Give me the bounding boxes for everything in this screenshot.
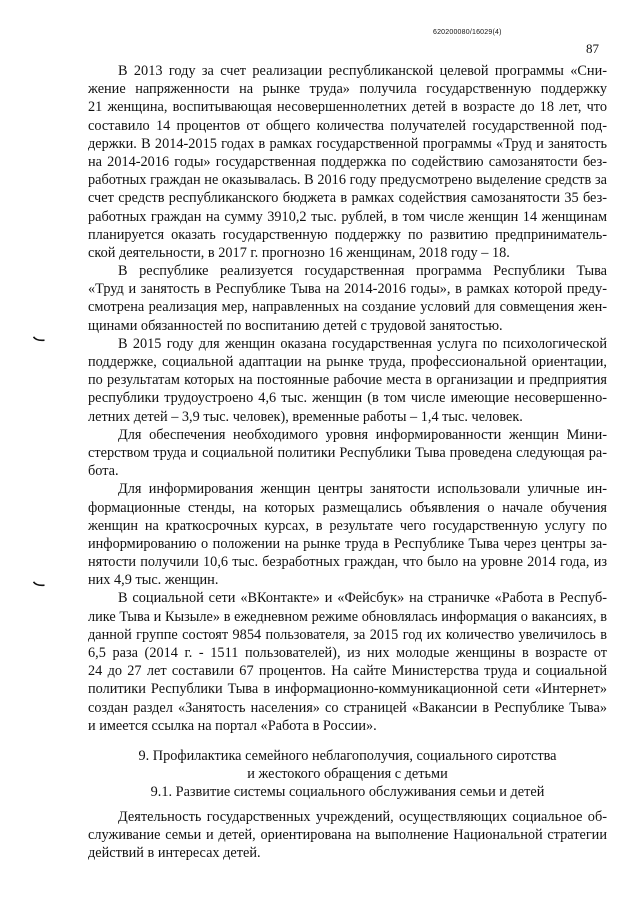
text-line: планируется оказать государственную поддержку по развитию предприниматель- (88, 226, 607, 243)
text-line: данной группе состоят 9854 пользователя, за 2015 год их количество увеличилось в (88, 626, 607, 643)
text-line: 21 женщина, воспитывающая несовершеннолетних детей в возрасте до 18 лет, что (88, 99, 607, 116)
section-heading: и жестокого обращения с детьми (247, 766, 448, 783)
text-line: поддержке, социальной адаптации на рынке труда, профессиональной ориентации, (88, 354, 607, 370)
text-line: действий в интересах детей. (88, 844, 261, 861)
text-line: них 4,9 тыс. женщин. (88, 572, 219, 589)
text-line: бота. (88, 463, 119, 480)
text-line: нятости получили 10,6 тыс. безработных граждан, что было на уровне 2014 года, из (88, 554, 607, 571)
text-line: формационные стенды, на которых размещались объявления о начале обучения (88, 499, 607, 516)
document-id: 620200080/16029(4) (433, 29, 502, 36)
text-line: стерством труда и социальной политики Республики Тыва проведена следующая ра- (88, 444, 607, 461)
margin-check-mark-icon (33, 581, 45, 587)
text-line: лике Тыва и Кызыле» в ежедневном режиме обновлялась информация о вакансиях, в (88, 608, 607, 625)
margin-check-mark-icon (33, 336, 45, 342)
text-line: республики трудоустроено 4,6 тыс. женщин (в том числе имеющие несовершенно- (88, 390, 607, 407)
text-line: щинами обязанностей по воспитанию детей с трудовой занятостью. (88, 317, 503, 334)
text-line: 6,5 раза (2014 г. - 1511 пользователей), из них молодые женщины в возрасте от (88, 645, 607, 661)
text-line: Деятельность государственных учреждений, осуществляющих социальное об- (118, 808, 607, 825)
text-line: составило 14 процентов от общего количества получателей государственной под- (88, 117, 607, 134)
text-line: по результатам которых на постоянные рабочие места в организации и предприятия (88, 372, 607, 389)
document-body (88, 62, 607, 862)
text-line: и имеется ссылка на портал «Работа в России». (88, 717, 377, 734)
text-line: В республике реализуется государственная программа Республики Тыва (118, 263, 607, 280)
text-line: создан раздел «Занятость населения» со страницей «Вакансии в Республике Тыва» (88, 699, 607, 716)
text-line: на 2014-2016 годы» государственная поддержка по содействию самозанятости без- (88, 153, 607, 170)
text-line: Для обеспечения необходимого уровня информированности женщин Мини- (118, 426, 607, 443)
text-line: политики Республики Тыва в информационно-коммуникационной сети «Интернет» (88, 681, 607, 698)
text-line: служивание семьи и детей, ориентирована на выполнение Национальной стратегии (88, 826, 607, 843)
text-line: жение напряженности на рынке труда» получила государственную поддержку (88, 81, 607, 98)
text-line: В 2013 году за счет реализации республиканской целевой программы «Сни- (118, 63, 607, 79)
text-line: работных граждан не оказывалась. В 2016 году предусмотрено выделение средств за (88, 172, 607, 189)
text-line: «Труд и занятость в Республике Тыва на 2014-2016 годы», в рамках которой преду- (88, 281, 607, 298)
subsection-heading: 9.1. Развитие системы социального обслуживания семьи и детей (150, 784, 545, 801)
text-line: летних детей – 3,9 тыс. человек), временные работы – 1,4 тыс. человек. (88, 408, 523, 425)
text-line: работных граждан на сумму 3910,2 тыс. рублей, в том числе женщин 14 женщинам (88, 208, 607, 225)
text-line: женщин на краткосрочных курсах, в результате чего государственную услугу по (88, 517, 607, 534)
text-line: информированию о положении на рынке труда в Республике Тыва через центры за- (88, 535, 607, 552)
text-line: держки. В 2014-2015 годах в рамках государственной программы «Труд и занятость (88, 135, 607, 152)
section-heading: 9. Профилактика семейного неблагополучия, социального сиротства (138, 747, 557, 764)
text-line: счет средств республиканского бюджета в рамках содействия самозанятости 35 без- (88, 190, 607, 207)
text-line: Для информирования женщин центры занятости использовали уличные ин- (118, 481, 607, 498)
text-line: В 2015 году для женщин оказана государственная услуга по психологической (118, 335, 607, 352)
page-number: 87 (586, 41, 599, 56)
text-line: ской деятельности, в 2017 г. прогнозно 16 женщинам, 2018 году – 18. (88, 244, 510, 261)
text-line: смотрена реализация мер, направленных на создание условий для совмещения жен- (88, 299, 607, 316)
text-line: В социальной сети «ВКонтакте» и «Фейсбук» на страничке «Работа в Респуб- (118, 590, 607, 607)
text-line: 24 до 27 лет составили 67 процентов. На сайте Министерства труда и социальной (88, 663, 607, 680)
